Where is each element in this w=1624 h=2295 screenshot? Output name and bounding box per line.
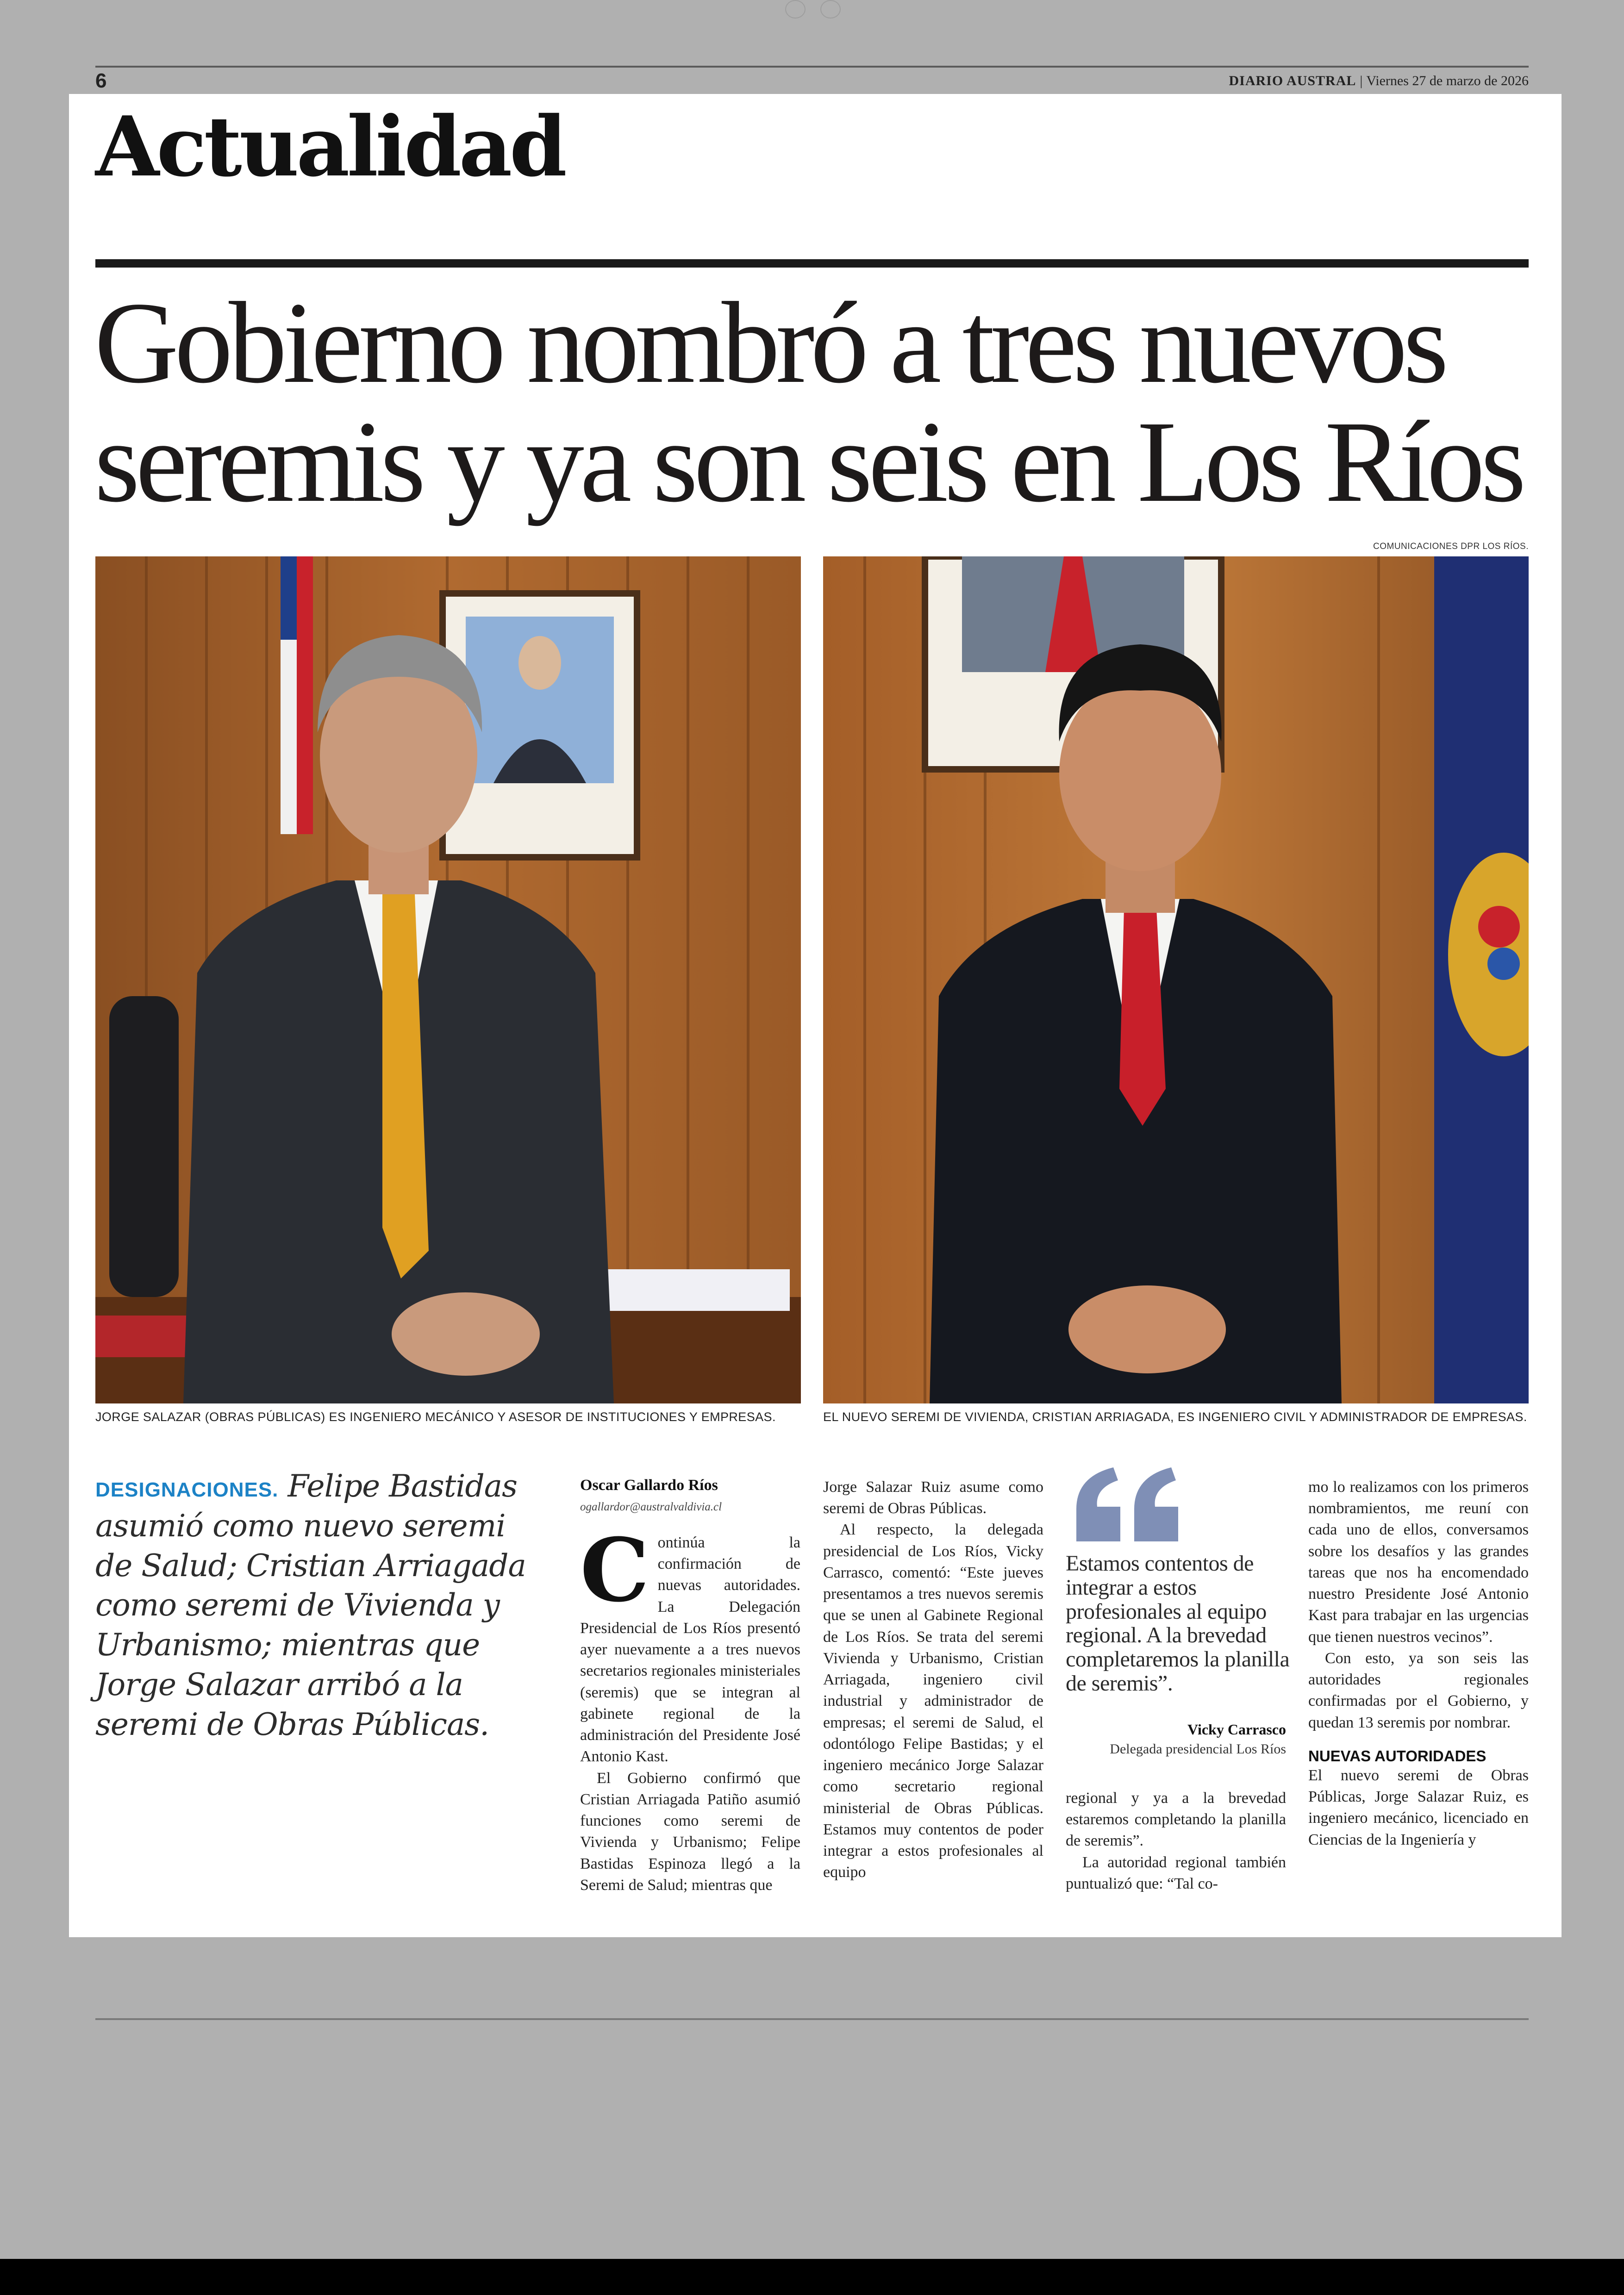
- column-4-paragraph-3: El nuevo seremi de Obras Públicas, Jorge Salazar Ruiz, es ingeniero mecánico, licenciado en Ciencias de la Ingeniería y: [1308, 1766, 1529, 1848]
- section-rule: [95, 259, 1529, 268]
- lead-summary: [95, 1466, 549, 1745]
- publication-name: DIARIO AUSTRAL: [1229, 73, 1356, 88]
- column-4-paragraph-2: Con esto, ya son seis las autoridades regionales confirmadas por el Gobierno, y quedan 13 seremis por nombrar.: [1308, 1649, 1529, 1731]
- headline: [94, 278, 1534, 527]
- quote-author: Vicky Carrasco: [1187, 1721, 1286, 1738]
- article-column-2: [823, 1477, 1043, 1883]
- masthead: [1229, 73, 1529, 89]
- drop-cap: C: [580, 1519, 650, 1621]
- column-4-subhead: NUEVAS AUTORIDADES: [1308, 1747, 1487, 1765]
- pull-quote: Estamos contentos de integrar a estos profesionales al equipo regional. A la brevedad completaremos la planilla de seremis”.: [1066, 1551, 1290, 1696]
- page-marker-left: [785, 0, 806, 19]
- column-4-paragraph-1: mo lo realizamos con los primeros nombramientos, me reuní con cada uno de ellos, conversamos sobre los desafíos y las grandes tareas que nos ha encomendado nuestro Presidente José Antonio Kast para trabajar en las urgencias que tienen nuestros vecinos”.: [1308, 1478, 1529, 1646]
- section-title: Actualidad: [95, 98, 564, 195]
- headline-line-2: seremis y ya son seis en Los Ríos: [94, 397, 1522, 527]
- photo-right-image: [823, 556, 1529, 1403]
- author-email: ogallardor@australvaldivia.cl: [580, 1501, 722, 1513]
- author-name: Oscar Gallardo Ríos: [580, 1477, 718, 1494]
- photo-cristian-arriagada: [823, 556, 1529, 1403]
- page-marker-right: [820, 0, 841, 19]
- photo-jorge-salazar: [95, 556, 801, 1403]
- article-column-1: [580, 1477, 800, 1896]
- column-2-paragraph-2: Al respecto, la delegada presidencial de Los Ríos, Vicky Carrasco, comentó: “Este jueves presentamos a tres nuevos seremis que se unen al Gabinete Regional de Los Ríos. Se trata del seremi Vivienda y Urbanismo, Cristian Arriagada, ingeniero civil industrial y administrador de empresas; el seremi de Salud, el odontólogo Felipe Bastidas; y el ingeniero mecánico Jorge Salazar como secretario regional ministerial de Obras Públicas. Estamos muy contentos de poder integrar a estos profesionales al equipo: [823, 1521, 1043, 1881]
- photo-right-caption: EL NUEVO SEREMI DE VIVIENDA, CRISTIAN ARRIAGADA, ES INGENIERO CIVIL Y ADMINISTRADOR DE EMPRESAS.: [823, 1410, 1527, 1424]
- header-rule: [95, 66, 1529, 68]
- column-3-paragraph-2: La autoridad regional también puntualizó que: “Tal co-: [1066, 1853, 1286, 1892]
- lead-kicker: DESIGNACIONES.: [95, 1478, 279, 1501]
- column-1-paragraph-2: El Gobierno confirmó que Cristian Arriagada Patiño asumió funciones como seremi de Vivienda y Urbanismo; Felipe Bastidas Espinoza llegó a la Seremi de Salud; mientras que: [580, 1769, 800, 1894]
- article-column-3: [1066, 1788, 1286, 1895]
- page-number: 6: [95, 69, 107, 92]
- masthead-separator: |: [1360, 73, 1363, 88]
- photo-left-image: [95, 556, 801, 1403]
- column-1-paragraph-1: ontinúa la confirmación de nuevas autoridades. La Delegación Presidencial de Los Ríos presentó ayer nuevamente a a tres nuevos secretarios regionales ministeriales (seremis) que se integran al gabinete regional de la administración del Presidente José Antonio Kast.: [580, 1534, 800, 1765]
- publication-date: Viernes 27 de marzo de 2026: [1366, 73, 1529, 88]
- quote-role: Delegada presidencial Los Ríos: [1110, 1741, 1286, 1757]
- article-column-4: [1308, 1477, 1529, 1851]
- viewer-bottom-bar: [0, 2259, 1624, 2295]
- column-2-paragraph-1: Jorge Salazar Ruiz asume como seremi de Obras Públicas.: [823, 1478, 1043, 1517]
- quote-mark-icon: [1072, 1463, 1183, 1546]
- photo-credit: COMUNICACIONES DPR LOS RÍOS.: [1373, 542, 1529, 551]
- photo-left-caption: JORGE SALAZAR (OBRAS PÚBLICAS) ES INGENIERO MECÁNICO Y ASESOR DE INSTITUCIONES Y EMPRESAS.: [95, 1410, 776, 1424]
- column-3-paragraph-1: regional y ya a la brevedad estaremos completando la planilla de seremis”.: [1066, 1790, 1286, 1850]
- footer-rule: [95, 2018, 1529, 2020]
- lead-text: Felipe Bastidas asumió como nuevo seremi de Salud; Cristian Arriagada como seremi de Vivienda y Urbanismo; mientras que Jorge Salazar arribó a la seremi de Obras Públicas.: [95, 1468, 526, 1742]
- headline-line-1: Gobierno nombró a tres nuevos: [94, 278, 1445, 407]
